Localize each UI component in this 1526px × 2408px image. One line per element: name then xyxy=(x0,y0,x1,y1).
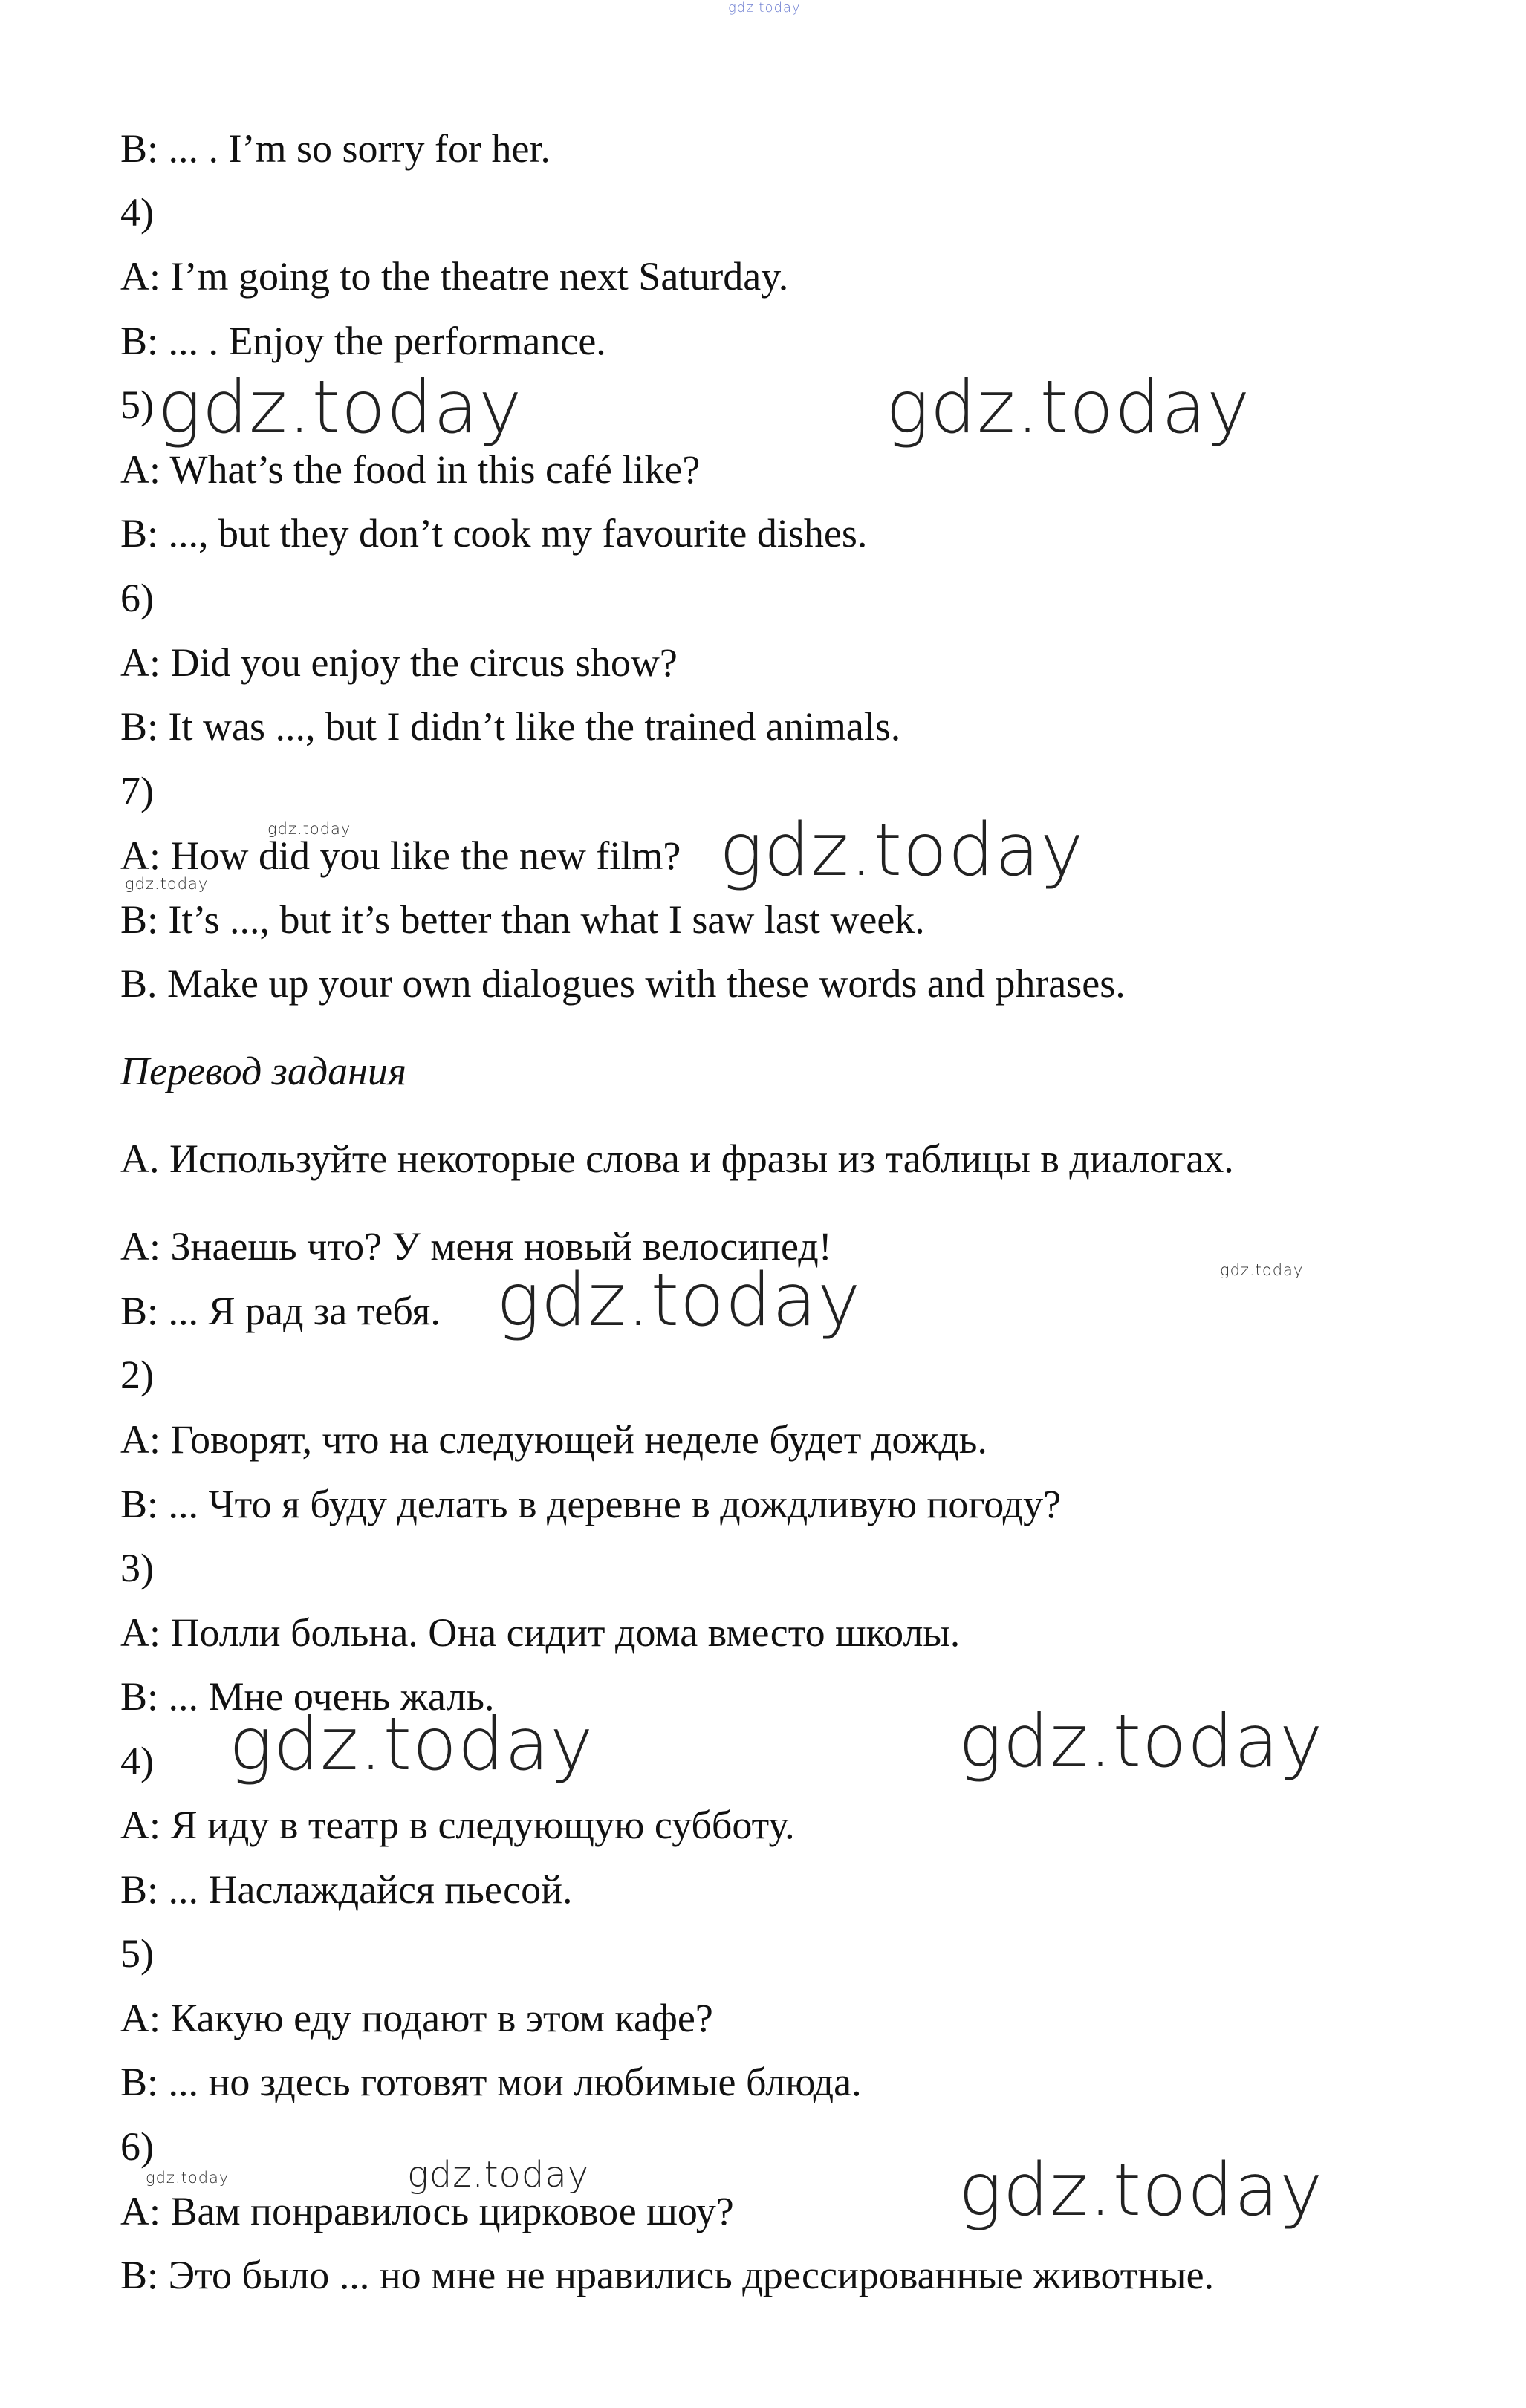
translation-line-a3: A: Полли больна. Она сидит дома вместо школы. xyxy=(120,1610,961,1655)
english-line-b4: B: ... . Enjoy the performance. xyxy=(120,319,606,363)
translation-number-4: 4) xyxy=(120,1739,154,1783)
english-number-5: 5) xyxy=(120,383,154,427)
translation-line-b1: B: ... Я рад за тебя. xyxy=(120,1289,441,1333)
watermark-text: gdz.today xyxy=(407,2154,590,2196)
translation-line-b4: B: ... Наслаждайся пьесой. xyxy=(120,1867,573,1912)
watermark-text: gdz.today xyxy=(229,1702,594,1787)
watermark-text: gdz.today xyxy=(719,808,1085,893)
english-line-a4: A: I’m going to the theatre next Saturday. xyxy=(120,254,789,299)
watermark-text: gdz.today xyxy=(958,1699,1324,1784)
translation-number-2: 2) xyxy=(120,1353,154,1397)
translation-line-a1: A: Знаешь что? У меня новый велосипед! xyxy=(120,1224,832,1269)
english-number-6: 6) xyxy=(120,576,154,620)
english-number-7: 7) xyxy=(120,769,154,813)
watermark-text: gdz.today xyxy=(728,0,801,16)
translation-line-a6: A: Вам понравилось цирковое шоу? xyxy=(120,2189,734,2233)
english-line-b3: B: ... . I’m so sorry for her. xyxy=(120,126,551,171)
translation-line-b5: B: ... но здесь готовят мои любимые блюда. xyxy=(120,2060,862,2104)
english-line-a7: A: How did you like the new film? xyxy=(120,833,681,878)
translation-heading: Перевод задания xyxy=(120,1049,407,1093)
watermark-text: gdz.today xyxy=(1220,1261,1304,1279)
english-task-b: B. Make up your own dialogues with these words and phrases. xyxy=(120,961,1126,1006)
english-line-a6: A: Did you enjoy the circus show? xyxy=(120,640,678,685)
translation-line-a5: A: Какую еду подают в этом кафе? xyxy=(120,1996,713,2040)
english-line-b6: B: It was ..., but I didn’t like the trained animals. xyxy=(120,704,901,749)
translation-line-b3: B: ... Мне очень жаль. xyxy=(120,1674,495,1719)
english-line-b5: B: ..., but they don’t cook my favourite dishes. xyxy=(120,511,868,556)
english-line-a5: A: What’s the food in this café like? xyxy=(120,447,701,492)
translation-number-6: 6) xyxy=(120,2124,154,2169)
watermark-text: gdz.today xyxy=(146,2169,230,2187)
translation-line-a4: A: Я иду в театр в следующую субботу. xyxy=(120,1803,795,1847)
translation-number-3: 3) xyxy=(120,1546,154,1590)
english-line-b7: B: It’s ..., but it’s better than what I saw last week. xyxy=(120,897,925,942)
translation-line-b6: B: Это было ... но мне не нравились дрессированные животные. xyxy=(120,2253,1215,2297)
watermark-text: gdz.today xyxy=(125,875,209,893)
watermark-text: gdz.today xyxy=(267,820,351,838)
watermark-text: gdz.today xyxy=(158,365,523,450)
watermark-text: gdz.today xyxy=(886,365,1251,450)
watermark-text: gdz.today xyxy=(496,1258,862,1343)
translation-number-5: 5) xyxy=(120,1931,154,1976)
watermark-text: gdz.today xyxy=(958,2148,1324,2233)
translation-line-a2: A: Говорят, что на следующей неделе будет дождь. xyxy=(120,1417,987,1462)
translation-task-a: A. Используйте некоторые слова и фразы из таблицы в диалогах. xyxy=(120,1136,1234,1181)
english-number-4: 4) xyxy=(120,190,154,235)
translation-line-b2: B: ... Что я буду делать в деревне в дождливую погоду? xyxy=(120,1482,1062,1526)
